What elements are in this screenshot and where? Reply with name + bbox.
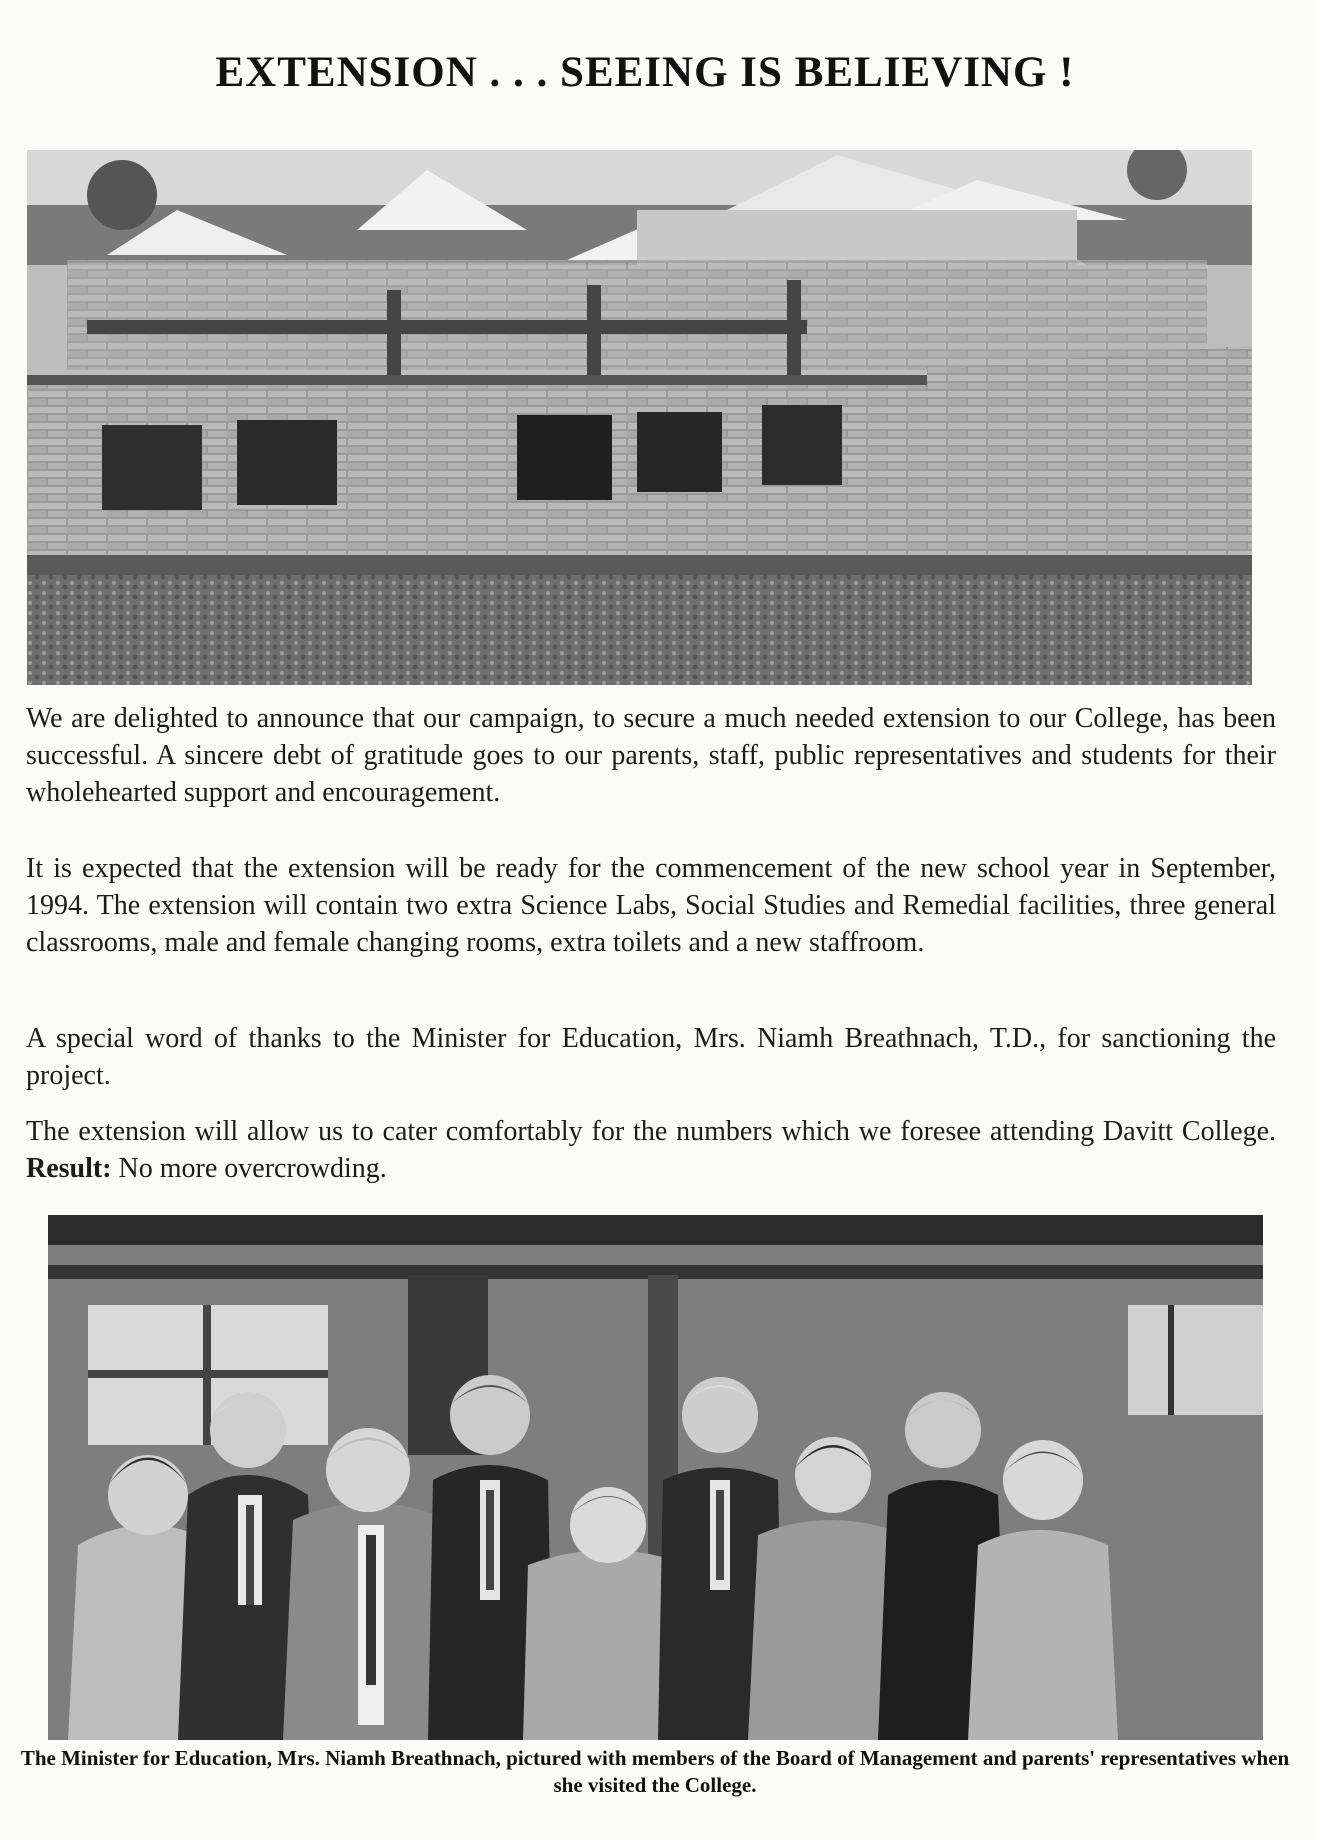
result-label: Result: — [26, 1153, 112, 1184]
photo-caption: The Minister for Education, Mrs. Niamh Breathnach, pictured with members of the Board of Management and parents' representatives when she visited the College. — [20, 1746, 1290, 1797]
page-title: EXTENSION . . . SEEING IS BELIEVING ! — [215, 49, 1075, 96]
construction-site-photo — [27, 150, 1252, 685]
group-photo — [48, 1215, 1263, 1740]
result-lead-text: The extension will allow us to cater comfortably for the numbers which we foresee attending Davitt College. — [26, 1116, 1276, 1147]
paragraph-thanks-text: A special word of thanks to the Minister for Education, Mrs. Niamh Breathnach, T.D., for sanctioning the project. — [26, 1023, 1276, 1091]
result-value: No more overcrowding. — [111, 1153, 387, 1184]
paragraph-extension-details — [26, 850, 1276, 961]
paragraph-thanks — [26, 1020, 1276, 1094]
paragraph-announcement — [26, 700, 1276, 811]
paragraph-result — [26, 1113, 1276, 1187]
paragraph-announcement-text: We are delighted to announce that our campaign, to secure a much needed extension to our College, has been successful. A sincere debt of gratitude goes to our parents, staff, public representatives and students for their wholehearted support and encouragement. — [26, 703, 1276, 808]
paragraph-extension-details-text: It is expected that the extension will be ready for the commencement of the new school year in September, 1994. The extension will contain two extra Science Labs, Social Studies and Remedial facilities, three general classrooms, male and female changing rooms, extra toilets and a new staffroom. — [26, 853, 1276, 958]
paragraph-result-text — [26, 1113, 1276, 1187]
